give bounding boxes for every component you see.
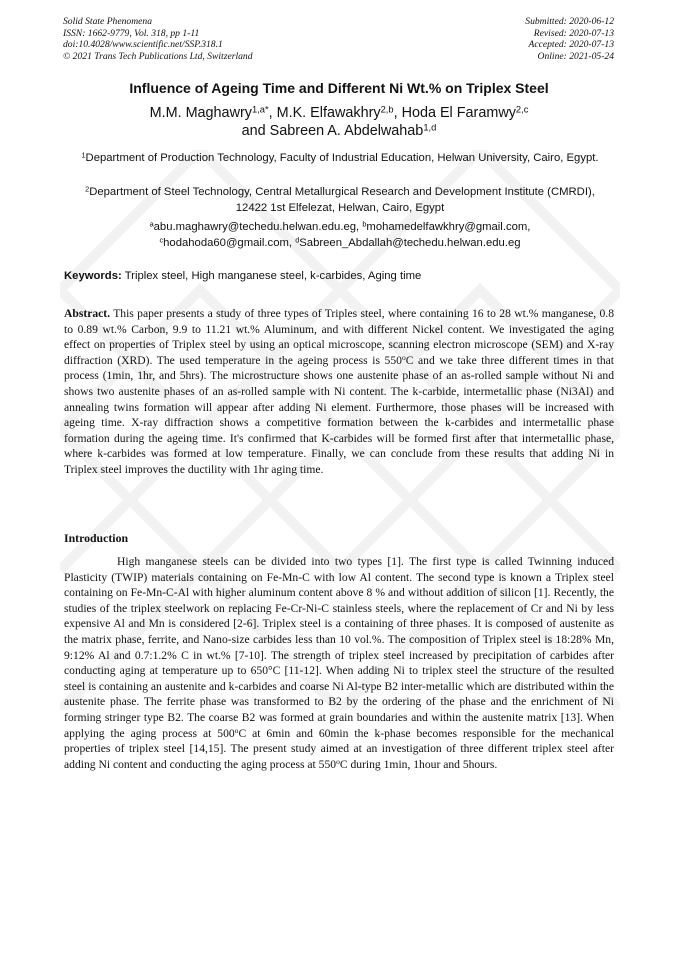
email-link[interactable]: Sabreen_Abdallah@techedu.helwan.edu.eg — [299, 236, 521, 249]
author-affiliation-mark: 1,a* — [251, 104, 269, 115]
journal-copyright: © 2021 Trans Tech Publications Ltd, Switzerland — [63, 50, 253, 62]
online-date: Online: 2021-05-24 — [537, 50, 614, 62]
email-link[interactable]: mohamedelfawkhry@gmail.com, — [366, 221, 531, 233]
author-affiliation-mark: 1,d — [423, 122, 437, 133]
journal-issn: ISSN: 1662-9779, Vol. 318, pp 1-11 — [63, 27, 200, 39]
affiliation-2: $^2$Department of Steel Technology, Central Metallurgical Research and Development Institute (CMRDI), 12422 1st Elfelezat, Helwan, Cairo, Egypt — [85, 184, 595, 214]
journal-info — [63, 16, 253, 62]
author-name: M.M. Maghawry — [149, 105, 252, 121]
abstract-text: This paper presents a study of three types of Triples steel, where containing 16 to 28 wt.% manganese, 0.8 to 0.89 wt.% Carbon, 9.9 to 11.21 wt.% Aluminum, and with different Nickel content. We investigated the aging effect on properties of Triplex steel by using an optical microscope, scanning electron microscope (SEM) and X-ray diffraction (XRD). The used temperature in the ageing process is 550 — [64, 307, 614, 367]
abstract: Abstract. This paper presents a study of three types of Triples steel, where containing 16 to 28 wt.% manganese, 0.8 to 0.89 wt.% Carbon, 9.9 to 11.21 wt.% Aluminum, and with different Nickel content. We investigated the aging effect on properties of Triplex steel by using an optical microscope, scanning electron microscope (SEM) and X-ray diffraction (XRD). The used temperature in the ageing process is 550$^o$C and we take three different times in that process (1min, 1hr, and 5hrs). The microstructure shows one austenite phase of an as-rolled sample without Ni and shows two austenite phases of an as-rolled sample with Ni content. The k-carbide, intermetallic phase (Ni3Al) and annealing twins formation will appear after adding Ni element. Furthermore, those phases will be increased with ageing time. X-ray diffraction shows a competitive formation between the k-carbides and intermetallic phase formation during the ageing time. It's confirmed that K-carbides will be formed first after that intermetallic phase, where k-carbides was formed at low temperature. Finally, we can conclude from these results that adding Ni in Triplex steel improves the ductility with 1hr aging time. — [64, 307, 614, 476]
journal-name: Solid State Phenomena — [63, 16, 152, 27]
email-link[interactable]: hodahoda60@gmail.com, — [163, 236, 296, 249]
keywords-text: Triplex steel, High manganese steel, k-carbides, Aging time — [121, 270, 422, 282]
journal-doi[interactable]: doi:10.4028/www.scientific.net/SSP.318.1 — [63, 39, 223, 51]
paper-title: Influence of Ageing Time and Different Ni Wt.% on Triplex Steel — [129, 80, 549, 96]
keywords — [64, 270, 624, 282]
submission-dates — [525, 16, 614, 62]
keywords-label: Keywords: — [64, 270, 122, 282]
email-link[interactable]: abu.maghawry@techedu.helwan.edu.eg, — [153, 221, 363, 233]
author-affiliation-mark: 2,c — [515, 104, 529, 115]
affiliation-1: $^1$Department of Production Technology, Faculty of Industrial Education, Helwan University, Cairo, Egypt. — [81, 150, 599, 164]
introduction-paragraph: High manganese steels can be divided into two types [1]. The first type is called Twinning induced Plasticity (TWIP) materials containing on Fe-Mn-C with low Al content. The second type is known a Triplex steel containing on Fe-Mn-C-Al with higher aluminum content above 8 % and without addition of silicon [1]. Recently, the studies of the triplex steelwork on replacing Fe-Cr-Ni-C stainless steels, where the replacement of Cr and Ni by less expensive Al and Mn is considered [2-6]. Triplex steel is a containing of three phases. It is composed of austenite as the matrix phase, ferrite, and Nano-size carbides less than 10 vol.%. The composition of Triplex steel is 18:28% Mn, 9:12% Al and 0.7:1.2% C in wt.% [7-10]. The strength of triplex steel increased by precipitation of carbides after conducting aging at temperature up to 650°C [11-12]. When adding Ni to triplex steel the structure of the resulted steel is containing an austenite and k-carbides and coarse Ni Al-type B2 inter-metallic which are distributed within the austenite phase. The ferrite phase was transformed to B2 by the ordering of the phase and the enrichment of Ni forming stringer type B2. The coarse B2 was formed at grain boundaries and within the austenite matrix [13]. When applying the aging process at 500$^o$C at 6min and 60min the k-phase becomes responsible for the mechanical properties of triplex steel [14,15]. The present study aimed at an investigation of three different triplex steel after adding Ni content and conducting the aging process at 550$^o$C during 1min, 1hour and 5hours. — [64, 555, 614, 771]
introduction-heading: Introduction — [64, 531, 129, 545]
abstract-label: Abstract. — [64, 307, 111, 320]
author-name: M.K. Elfawakhry — [276, 105, 381, 121]
submitted-date: Submitted: 2020-06-12 — [525, 16, 614, 27]
author-emails: $^a$abu.maghawry@techedu.helwan.edu.eg, $^b$mohamedelfawkhry@gmail.com, $^c$hodahoda60@gmail.com, $^d$Sabreen_Abdallah@techedu.helwan.edu.eg — [149, 219, 531, 249]
author-name: and Sabreen A. Abdelwahab — [241, 123, 424, 139]
author-name: Hoda El Faramwy — [401, 105, 516, 121]
author-affiliation-mark: 2,b — [380, 104, 394, 115]
accepted-date: Accepted: 2020-07-13 — [528, 39, 614, 51]
author-list: M.M. Maghawry$^{1,a*}$, M.K. Elfawakhry$^{2,b}$, Hoda El Faramwy$^{2,c}$ and Sabreen A. Abdelwahab$^{1,d}$ — [149, 104, 529, 139]
abstract-text: C and we take three different times in that process (1min, 1hr, and 5hrs). The microstructure shows one austenite phase of an as-rolled sample without Ni and shows two austenite phases of an as-rolled sample with Ni content. The k-carbide, intermetallic phase (Ni3Al) and annealing twins formation will appear after adding Ni element. Furthermore, those phases will be increased with ageing time. X-ray diffraction shows a competitive formation between the k-carbides and intermetallic phase formation during the ageing time. It's confirmed that K-carbides will be formed first after that intermetallic phase, where k-carbides was formed at low temperature. Finally, we can conclude from these results that adding Ni in Triplex steel improves the ductility with 1hr aging time. — [64, 353, 614, 476]
revised-date: Revised: 2020-07-13 — [533, 27, 614, 39]
